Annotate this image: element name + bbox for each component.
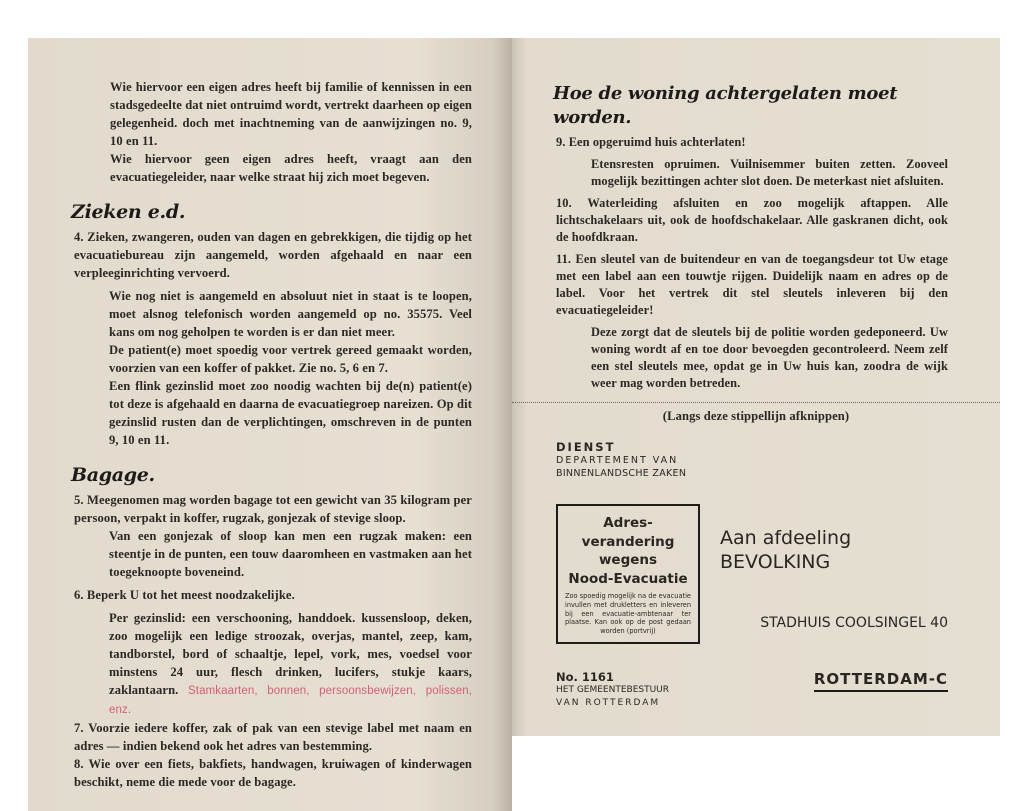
item-4-sub: Een flink gezinslid moet zoo noodig wachten bij de(n) patient(e) tot deze is afgehaald en daarna de evacuatiegroep nareizen. Op dit gezinslid rusten dan de verplichtingen, omschreven in de punten 9, 10 en 11. [109, 379, 472, 447]
item-4-sub: Wie nog niet is aangemeld en absoluut niet in staat is te loopen, moet alsnog telefonisch worden aangemeld op no. 35575. Veel kans om nog geholpen te worden is er dan niet meer. [109, 289, 472, 339]
item-11-sub: Deze zorgt dat de sleutels bij de politie worden gedeponeerd. Uw woning wordt af en toe door bevoegden gecontroleerd. Neem zelf een stel sleutels mee, opdat ge in Uw huis kan, zoodra de wijk weer mag worden betreden. [591, 325, 948, 390]
issuer-line: VAN ROTTERDAM [556, 697, 661, 708]
item-6-sub [74, 609, 472, 719]
section-woning [556, 134, 948, 392]
heading-bagage: Bagage. [71, 464, 155, 486]
item-6-text: Per gezinslid: een verschooning, handdoek. kussensloop, deken, zoo mogelijk een ledige stroozak, overjas, mantel, zeep, kam, tandborstel, bord of schaaltje, lepel, vork, mes, voedsel voor minstens 24 uur, flesch drinken, lucifers, stukje kaars, zaklantaarn. [109, 611, 472, 697]
item-5: 5. Meegenomen mag worden bagage tot een gewicht van 35 kilogram per persoon, verpakt in koffer, rugzak, gonjezak of stevige sloop. [74, 493, 472, 525]
department-line: DEPARTEMENT VAN [556, 455, 679, 466]
box-title-line: Adres- [603, 515, 653, 531]
intro-text [74, 78, 472, 186]
section-zieken [74, 228, 472, 449]
box-instructions: Zoo spoedig mogelijk na de evacuatie invullen met drukletters en inleveren bij een evacuatie-ambtenaar ter plaatse. Kan ook op de post gedaan worden (portvrij) [565, 592, 691, 636]
right-page [512, 38, 1000, 736]
address-block [720, 516, 948, 632]
issuer-block [556, 670, 669, 710]
box-title [558, 514, 698, 588]
item-9: 9. Een opgeruimd huis achterlaten! [556, 135, 746, 149]
item-9-sub: Etensresten opruimen. Vuilnisemmer buiten zetten. Zooveel mogelijk bezittingen achter slot doen. De meterkast niet afsluiten. [591, 157, 948, 188]
intro-paragraph: Wie hiervoor geen eigen adres heeft, vraagt aan den evacuatiegeleider, naar welke straat hij zich moet begeven. [110, 152, 472, 184]
heading-zieken: Zieken e.d. [71, 201, 186, 223]
street-address: STADHUIS COOLSINGEL 40 [760, 614, 948, 631]
item-11: 11. Een sleutel van de buitendeur en van de toegangsdeur tot Uw etage met een label aan een touwtje rijgen. Duidelijk naam en adres op de label. Voor het vertrek dit stel sleutels inleveren bij den evacuatiegeleider! [556, 252, 948, 317]
sender-department [556, 441, 948, 480]
issuer-line: HET GEMEENTEBESTUUR [556, 684, 670, 695]
city: ROTTERDAM-C [814, 670, 948, 692]
item-4-sub: De patient(e) moet spoedig voor vertrek gereed gemaakt worden, voorzien van een koffer of pakket. Zie no. 5, 6 en 7. [109, 343, 472, 375]
department-line: BINNENLANDSCHE ZAKEN [556, 468, 687, 479]
heading-woning: Hoe de woning achtergelaten moet worden. [553, 83, 898, 128]
red-stamp: Stamkaarten, bonnen, persoonsbewijzen, polissen, enz. [109, 685, 472, 716]
box-title-line: verandering [581, 533, 675, 550]
intro-paragraph: Wie hiervoor een eigen adres heeft bij familie of kennissen in een stadsgedeelte dat niet ontruimd wordt, vertrekt daarheen op eigen gelegenheid. doch met inachtneming van de aanwijzingen no. 9, 10 en 11. [110, 80, 473, 148]
left-page [28, 38, 512, 811]
item-10: 10. Waterleiding afsluiten en zoo mogelijk aftappen. Alle lichtschakelaars uit, ook de hoofdschakelaar. Alle gaskranen dicht, ook de hoofdkraan. [556, 196, 948, 244]
item-8: 8. Wie over een fiets, bakfiets, handwagen, kruiwagen of kinderwagen beschikt, neme die mede voor de bagage. [74, 757, 472, 789]
box-title-line: wegens [598, 552, 658, 568]
address-card [556, 441, 948, 710]
item-7: 7. Voorzie iedere koffer, zak of pak van een stevige label met naam en adres — indien bekend ook het adres van bestemming. [74, 721, 472, 753]
cut-line [512, 402, 1000, 425]
addressee: Aan afdeeling BEVOLKING [720, 526, 852, 573]
section-bagage [74, 491, 472, 791]
form-number: No. 1161 [556, 669, 614, 684]
item-4: 4. Zieken, zwangeren, ouden van dagen en gebrekkigen, die tijdig op het evacuatiebureau zijn aangemeld, worden afgehaald en naar een verpleeginrichting vervoerd. [74, 230, 472, 280]
address-change-box [556, 504, 700, 644]
item-6: 6. Beperk U tot het meest noodzakelijke. [74, 588, 295, 602]
dienst-label: DIENST [556, 440, 616, 454]
cut-note: (Langs deze stippellijn afknippen) [662, 409, 850, 423]
item-5-sub: Van een gonjezak of sloop kan men een rugzak maken: een steentje in de punten, een touw daaromheen en vastmaken aan het toegeknoopte boveneind. [109, 529, 472, 579]
box-title-line: Nood-Evacuatie [568, 570, 688, 587]
